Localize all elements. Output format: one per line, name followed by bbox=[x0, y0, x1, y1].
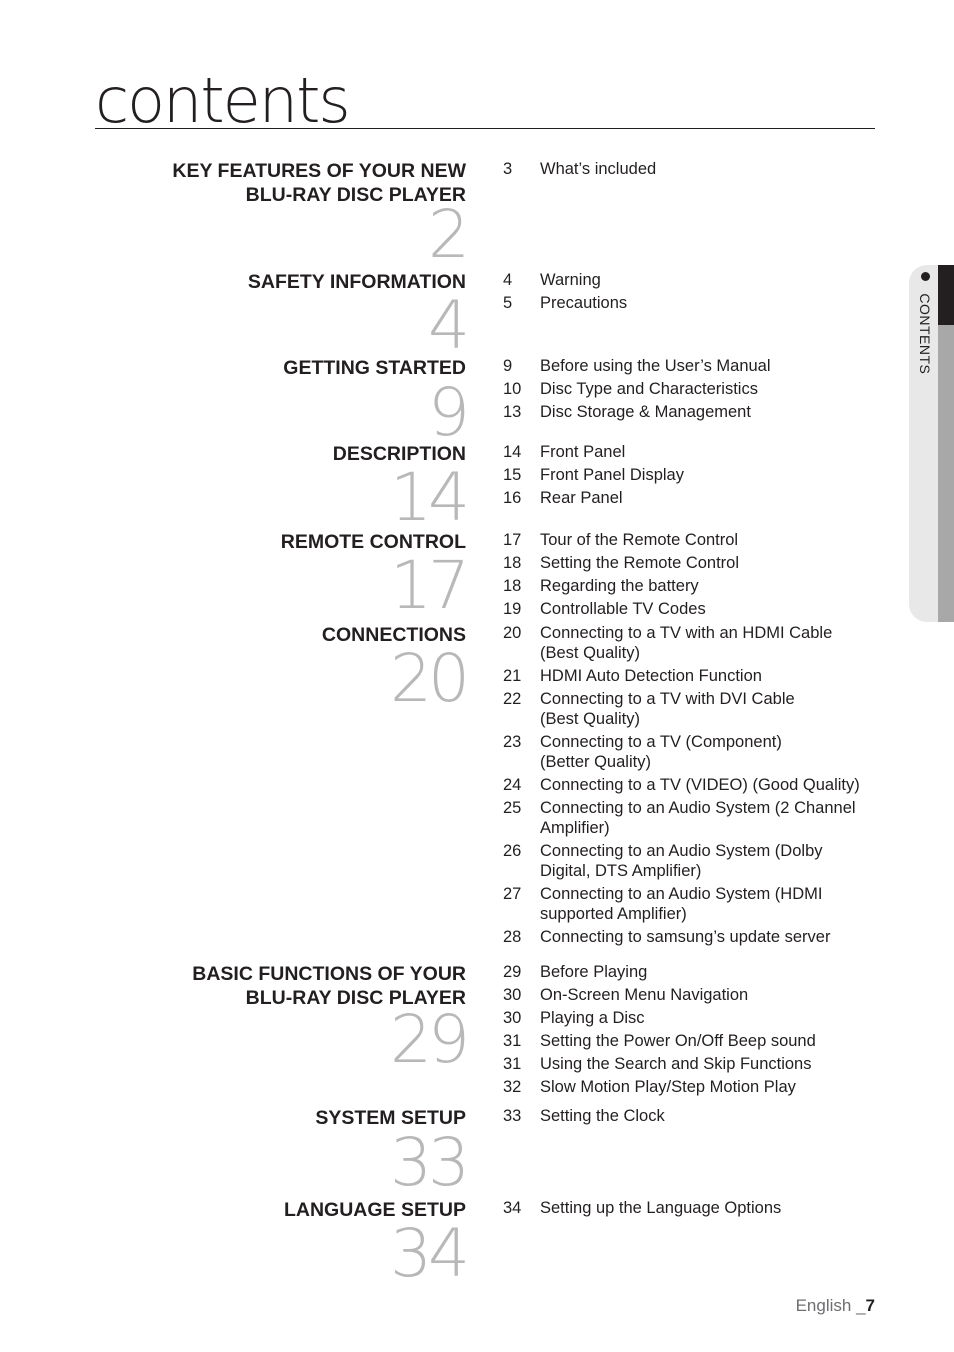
entry-title: Setting the Power On/Off Beep sound bbox=[540, 1032, 816, 1050]
section-heading-line: GETTING STARTED bbox=[283, 357, 466, 379]
toc-entry[interactable] bbox=[503, 732, 883, 772]
entry-title-line: supported Amplifier) bbox=[540, 905, 687, 923]
section-heading-line: SAFETY INFORMATION bbox=[247, 271, 466, 293]
entry-page-number: 25 bbox=[503, 799, 522, 817]
entry-page-number: 30 bbox=[503, 986, 522, 1004]
toc-entry[interactable] bbox=[503, 488, 883, 508]
section-heading-line: DESCRIPTION bbox=[332, 443, 466, 465]
entry-title-line: Connecting to a TV with an HDMI Cable bbox=[540, 624, 833, 642]
side-tab-text: CONTENTS bbox=[917, 293, 933, 375]
toc-entry[interactable] bbox=[503, 1077, 883, 1097]
section-number: 9 bbox=[428, 374, 466, 451]
toc-entry[interactable] bbox=[503, 442, 883, 462]
entry-page-number: 19 bbox=[503, 600, 522, 618]
entry-page-number: 28 bbox=[503, 928, 522, 946]
entry-title: Regarding the battery bbox=[540, 577, 699, 595]
entry-title-line: (Best Quality) bbox=[540, 710, 640, 728]
toc-entry[interactable] bbox=[503, 689, 883, 729]
entry-title: On-Screen Menu Navigation bbox=[540, 986, 749, 1004]
entry-page-number: 29 bbox=[503, 963, 522, 981]
entry-title: Connecting to a TV (VIDEO) (Good Quality) bbox=[540, 776, 860, 794]
toc-entry[interactable] bbox=[503, 1106, 883, 1126]
entry-page-number: 27 bbox=[503, 885, 522, 903]
entry-page-number: 3 bbox=[503, 160, 513, 178]
toc-entry[interactable] bbox=[503, 798, 883, 838]
page-footer bbox=[796, 1296, 875, 1316]
entry-title: Disc Storage & Management bbox=[540, 403, 751, 421]
section-entries bbox=[503, 159, 883, 182]
entry-page-number: 34 bbox=[503, 1199, 522, 1217]
section-heading-line: REMOTE CONTROL bbox=[280, 531, 466, 553]
entry-page-number: 21 bbox=[503, 667, 522, 685]
section-number: 2 bbox=[428, 196, 466, 273]
entry-page-number: 18 bbox=[503, 554, 522, 572]
toc-entry[interactable] bbox=[503, 623, 883, 663]
toc-entry[interactable] bbox=[503, 465, 883, 485]
side-tab-dark-marker bbox=[938, 265, 954, 325]
entry-title bbox=[540, 689, 883, 729]
entry-page-number: 4 bbox=[503, 271, 513, 289]
entry-title: Before Playing bbox=[540, 963, 648, 981]
side-tab-label bbox=[913, 272, 933, 374]
entry-title-line: Connecting to a TV (Component) bbox=[540, 733, 782, 751]
entry-title: Front Panel Display bbox=[540, 466, 684, 484]
toc-entry[interactable] bbox=[503, 159, 883, 179]
entry-page-number: 17 bbox=[503, 531, 522, 549]
entry-title: HDMI Auto Detection Function bbox=[540, 667, 762, 685]
entry-page-number: 18 bbox=[503, 577, 522, 595]
entry-title: Disc Type and Characteristics bbox=[540, 380, 758, 398]
toc-entry[interactable] bbox=[503, 1031, 883, 1051]
section-heading bbox=[86, 270, 466, 294]
entry-page-number: 31 bbox=[503, 1055, 522, 1073]
section-number: 4 bbox=[428, 287, 466, 364]
side-tab-gray-bar bbox=[938, 325, 954, 622]
entry-title bbox=[540, 732, 883, 772]
entry-title bbox=[540, 884, 883, 924]
section-number: 34 bbox=[390, 1215, 466, 1292]
entry-title: Rear Panel bbox=[540, 489, 623, 507]
section-entries bbox=[503, 623, 883, 950]
entry-page-number: 32 bbox=[503, 1078, 522, 1096]
section-entries bbox=[503, 530, 883, 622]
entry-title: Using the Search and Skip Functions bbox=[540, 1055, 812, 1073]
entry-page-number: 10 bbox=[503, 380, 522, 398]
section-heading-line: BASIC FUNCTIONS OF YOUR bbox=[192, 963, 466, 985]
toc-entry[interactable] bbox=[503, 775, 883, 795]
footer-page-number: 7 bbox=[865, 1296, 875, 1315]
section-entries bbox=[503, 270, 883, 316]
entry-title bbox=[540, 841, 883, 881]
toc-entry[interactable] bbox=[503, 841, 883, 881]
entry-page-number: 5 bbox=[503, 294, 513, 312]
toc-entry[interactable] bbox=[503, 293, 883, 313]
entry-page-number: 15 bbox=[503, 466, 522, 484]
section-heading-line: CONNECTIONS bbox=[321, 624, 466, 646]
section-heading-line: KEY FEATURES OF YOUR NEW bbox=[172, 160, 466, 182]
entry-page-number: 14 bbox=[503, 443, 522, 461]
entry-page-number: 24 bbox=[503, 776, 522, 794]
entry-page-number: 22 bbox=[503, 690, 522, 708]
section-number: 20 bbox=[390, 640, 466, 717]
entry-title-line: Connecting to an Audio System (Dolby bbox=[540, 842, 823, 860]
toc-entry[interactable] bbox=[503, 666, 883, 686]
section-entries bbox=[503, 1198, 883, 1221]
section-number: 33 bbox=[390, 1124, 466, 1201]
toc-entry[interactable] bbox=[503, 927, 883, 947]
toc-entry[interactable] bbox=[503, 599, 883, 619]
entry-page-number: 16 bbox=[503, 489, 522, 507]
entry-page-number: 26 bbox=[503, 842, 522, 860]
section-number: 14 bbox=[390, 459, 466, 536]
entry-title-line: Connecting to an Audio System (2 Channel bbox=[540, 799, 856, 817]
bullet-icon bbox=[921, 272, 930, 281]
toc-entry[interactable] bbox=[503, 553, 883, 573]
entry-page-number: 31 bbox=[503, 1032, 522, 1050]
section-heading-line: SYSTEM SETUP bbox=[315, 1107, 466, 1129]
entry-title: Tour of the Remote Control bbox=[540, 531, 739, 549]
toc-entry[interactable] bbox=[503, 1054, 883, 1074]
toc-entry[interactable] bbox=[503, 379, 883, 399]
page-title: contents bbox=[95, 64, 349, 137]
entry-title-line: Amplifier) bbox=[540, 819, 610, 837]
entry-title bbox=[540, 623, 883, 663]
title-rule bbox=[95, 128, 875, 129]
entry-page-number: 33 bbox=[503, 1107, 522, 1125]
toc-entry[interactable] bbox=[503, 1008, 883, 1028]
entry-title-line: (Better Quality) bbox=[540, 753, 651, 771]
section-heading-line: LANGUAGE SETUP bbox=[283, 1199, 466, 1221]
section-entries bbox=[503, 356, 883, 425]
entry-title-line: (Best Quality) bbox=[540, 644, 640, 662]
entry-page-number: 9 bbox=[503, 357, 513, 375]
entry-title: Warning bbox=[540, 271, 601, 289]
toc-entry[interactable] bbox=[503, 985, 883, 1005]
entry-page-number: 13 bbox=[503, 403, 522, 421]
section-entries bbox=[503, 442, 883, 511]
entry-title: Playing a Disc bbox=[540, 1009, 645, 1027]
section-heading-line: BLU-RAY DISC PLAYER bbox=[245, 184, 466, 206]
entry-title: Slow Motion Play/Step Motion Play bbox=[540, 1078, 796, 1096]
entry-title: Connecting to samsung’s update server bbox=[540, 928, 831, 946]
toc-entry[interactable] bbox=[503, 884, 883, 924]
entry-title: Precautions bbox=[540, 294, 628, 312]
entry-page-number: 30 bbox=[503, 1009, 522, 1027]
section-entries bbox=[503, 962, 883, 1100]
section-number: 17 bbox=[390, 547, 466, 624]
entry-title: Setting up the Language Options bbox=[540, 1199, 782, 1217]
entry-title: What’s included bbox=[540, 160, 657, 178]
toc-entry[interactable] bbox=[503, 962, 883, 982]
toc-entry[interactable] bbox=[503, 576, 883, 596]
entry-title-line: Connecting to a TV with DVI Cable bbox=[540, 690, 795, 708]
entry-title bbox=[540, 798, 883, 838]
toc-entry[interactable] bbox=[503, 530, 883, 550]
section-heading bbox=[86, 356, 466, 380]
entry-title-line: Connecting to an Audio System (HDMI bbox=[540, 885, 823, 903]
toc-entry[interactable] bbox=[503, 270, 883, 290]
entry-title: Controllable TV Codes bbox=[540, 600, 706, 618]
entry-page-number: 20 bbox=[503, 624, 522, 642]
section-entries bbox=[503, 1106, 883, 1129]
entry-title: Front Panel bbox=[540, 443, 626, 461]
section-number: 29 bbox=[390, 1001, 466, 1078]
toc-entry[interactable] bbox=[503, 1198, 883, 1218]
section-heading bbox=[86, 159, 466, 207]
toc-entry[interactable] bbox=[503, 402, 883, 422]
footer-language: English _ bbox=[795, 1296, 866, 1315]
section-heading-line: BLU-RAY DISC PLAYER bbox=[245, 987, 466, 1009]
entry-title: Setting the Remote Control bbox=[540, 554, 740, 572]
entry-title-line: Digital, DTS Amplifier) bbox=[540, 862, 702, 880]
entry-title: Before using the User’s Manual bbox=[540, 357, 771, 375]
entry-page-number: 23 bbox=[503, 733, 522, 751]
toc-entry[interactable] bbox=[503, 356, 883, 376]
entry-title: Setting the Clock bbox=[540, 1107, 665, 1125]
